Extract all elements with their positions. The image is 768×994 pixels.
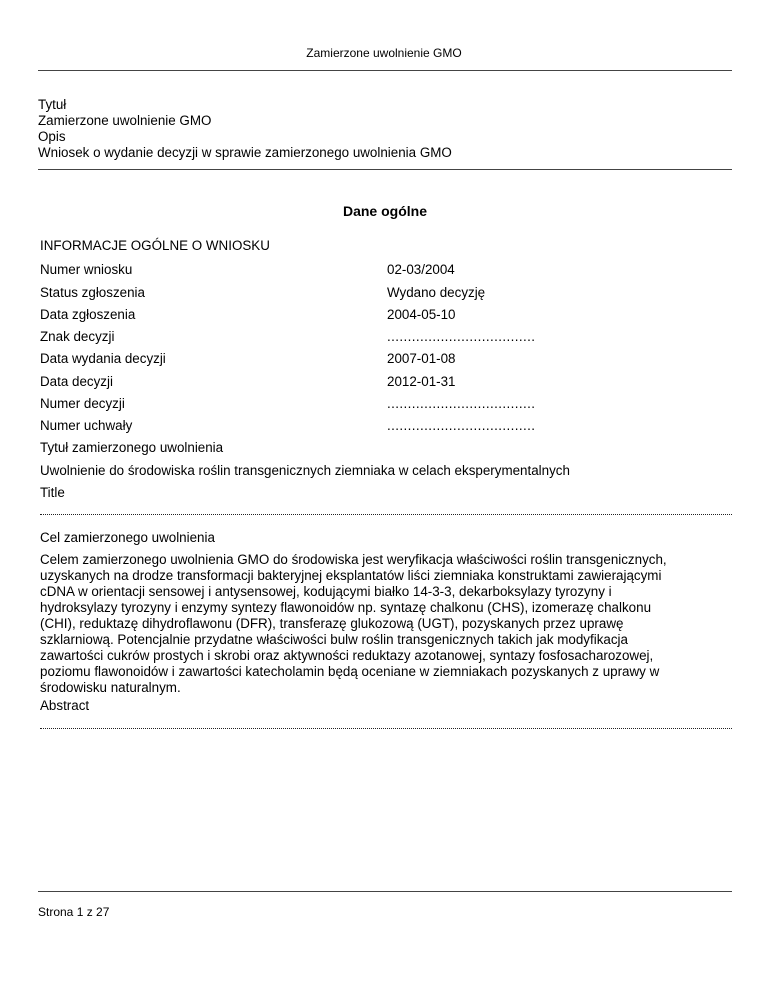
purpose-line: zawartości cukrów prostych i skrobi oraz aktywności reduktazy azotanowej, syntazy fosfosacharozowej, [40, 648, 654, 663]
purpose-line: środowisku naturalnym. [40, 680, 181, 695]
section-subheading: INFORMACJE OGÓLNE O WNIOSKU [40, 238, 270, 253]
purpose-line: poziomu flawonoidów i zawartości katecholamin będą oceniane w ziemniakach pozyskanych z uprawy w [40, 664, 660, 679]
purpose-line: (CHI), reduktazę dihydroflawonu (DFR), transferazę glukozową (UGT), pozyskanych przez uprawę [40, 616, 624, 631]
field-label-decision-mark: Znak decyzji [40, 329, 115, 344]
meta-title-value: Zamierzone uwolnienie GMO [38, 113, 212, 128]
field-label-decision-date: Data decyzji [40, 374, 113, 389]
meta-title-label: Tytuł [38, 97, 67, 112]
meta-description-label: Opis [38, 129, 66, 144]
title-en-label: Title [40, 485, 65, 500]
page-number: Strona 1 z 27 [38, 905, 110, 919]
page-header-title: Zamierzone uwolnienie GMO [306, 46, 462, 60]
purpose-line: Celem zamierzonego uwolnienia GMO do środowiska jest weryfikacja właściwości roślin transgenicznych, [40, 552, 667, 567]
purpose-line: szklarniową. Potencjalnie przydatne właściwości bulw roślin transgenicznych takich jak modyfikacja [40, 632, 628, 647]
title-en-empty-value [40, 514, 732, 515]
purpose-line: cDNA w orientacji sensowej i antysensowej, kodującymi białko 14-3-3, dekarboksylazy tyrozyny i [40, 584, 612, 599]
field-value-decision-mark: .................................... [387, 329, 536, 344]
field-label-application-number: Numer wniosku [40, 262, 133, 277]
document-meta [38, 97, 732, 161]
field-value-application-number: 02-03/2004 [387, 262, 455, 277]
purpose-line: hydroksylazy tyrozyny i enzymy syntezy flawonoidów np. syntazę chalkonu (CHS), izomerazę chalkonu [40, 600, 652, 615]
section-title: Dane ogólne [342, 203, 427, 219]
field-value-decision-issue-date: 2007-01-08 [387, 351, 456, 366]
field-label-submission-date: Data zgłoszenia [40, 307, 136, 322]
field-value-decision-number: .................................... [387, 396, 536, 411]
field-value-status: Wydano decyzję [387, 285, 486, 300]
meta-description-value: Wniosek o wydanie decyzji w sprawie zamierzonego uwolnienia GMO [38, 145, 452, 160]
abstract-label: Abstract [40, 698, 90, 713]
purpose-text [40, 552, 732, 696]
meta-divider [38, 169, 732, 170]
header-divider [38, 70, 732, 71]
purpose-line: uzyskanych na drodze transformacji bakteryjnej eksplantatów liści ziemniaka konstruktami zawierającymi [40, 568, 662, 583]
purpose-label: Cel zamierzonego uwolnienia [40, 530, 215, 545]
field-value-resolution-number: .................................... [387, 418, 536, 433]
field-label-status: Status zgłoszenia [40, 285, 145, 300]
release-title-value: Uwolnienie do środowiska roślin transgenicznych ziemniaka w celach eksperymentalnych [40, 463, 570, 478]
abstract-empty-value [40, 728, 732, 729]
field-value-submission-date: 2004-05-10 [387, 307, 456, 322]
field-label-resolution-number: Numer uchwały [40, 418, 133, 433]
field-value-decision-date: 2012-01-31 [387, 374, 456, 389]
release-title-label: Tytuł zamierzonego uwolnienia [40, 440, 224, 455]
field-label-decision-issue-date: Data wydania decyzji [40, 351, 166, 366]
footer-divider [38, 891, 732, 892]
field-label-decision-number: Numer decyzji [40, 396, 125, 411]
